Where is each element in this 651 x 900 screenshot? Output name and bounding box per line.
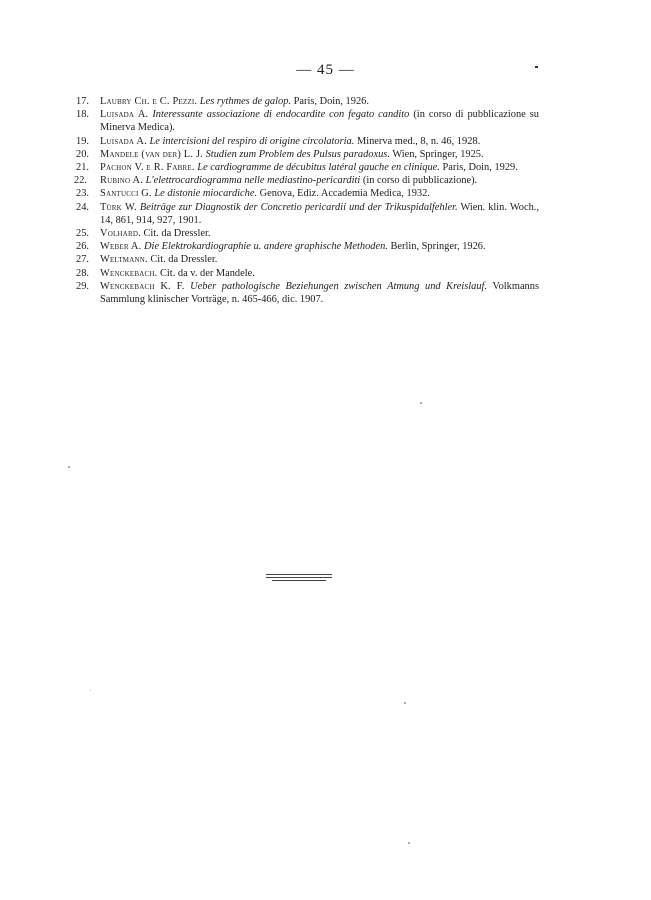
reference-details: Genova, Ediz. Accademia Medica, 1932.	[257, 188, 430, 200]
reference-author: Pachon V. e R. Fabre.	[100, 162, 195, 174]
reference-number: 20.	[76, 148, 89, 160]
reference-number: 24.	[76, 201, 89, 213]
reference-details: Cit. da Dressler.	[147, 254, 218, 266]
page-number: — 45 —	[296, 62, 355, 78]
reference-title: L'elettrocardiogramma nelle mediastino-pericarditi	[145, 175, 361, 187]
reference-number: 18.	[76, 109, 89, 121]
reference-title: Le cardiogramme de décubitus latéral gauche en clinique.	[197, 162, 440, 174]
reference-number: 25.	[76, 228, 89, 240]
reference-number: 29.	[76, 280, 89, 292]
reference-number: 19.	[76, 135, 89, 147]
rule-line-bottom	[272, 580, 326, 581]
reference-details: Paris, Doin, 1926.	[291, 96, 369, 107]
reference-item	[76, 187, 539, 200]
reference-author: Türk W.	[100, 201, 137, 213]
reference-item	[76, 174, 539, 187]
scan-speck	[408, 842, 410, 844]
scan-mark	[535, 66, 538, 68]
reference-number: 27.	[76, 254, 89, 266]
reference-author: Weber A.	[100, 241, 142, 253]
reference-author: Rubino A.	[100, 175, 144, 187]
scan-speck	[420, 402, 422, 404]
reference-details: Volkmanns Sammlung klinischer Vorträge, n. 465-466, dic. 1907.	[100, 280, 539, 306]
reference-item	[76, 161, 539, 174]
reference-item	[76, 280, 539, 306]
reference-title: Studien zum Problem des Pulsus paradoxus.	[205, 148, 390, 160]
reference-number: 23.	[76, 188, 89, 200]
reference-number: 28.	[76, 267, 89, 279]
reference-details: Minerva med., 8, n. 46, 1928.	[354, 135, 481, 147]
rule-line-top	[266, 574, 332, 575]
reference-details: (in corso di pubblicazione).	[360, 175, 478, 187]
reference-item	[76, 253, 539, 266]
reference-title: Die Elektrokardiographie u. andere graphische Methoden.	[144, 241, 388, 253]
reference-author: Santucci G.	[100, 188, 152, 200]
reference-author: Wenckebach.	[100, 267, 158, 279]
reference-title: Les rythmes de galop.	[199, 96, 291, 107]
reference-author: Weltmann.	[100, 254, 148, 266]
reference-details: Paris, Doin, 1929.	[439, 162, 518, 174]
reference-item	[76, 267, 539, 280]
reference-details: Berlin, Springer, 1926.	[387, 241, 486, 253]
reference-title: Le distonie miocardiche.	[154, 188, 258, 200]
reference-author: Laubry Ch. e C. Pezzi.	[100, 96, 198, 107]
reference-item	[76, 95, 539, 108]
reference-title: Beiträge zur Diagnostik der Concretio pericardii und der Trikuspidalfehler.	[139, 201, 458, 213]
reference-item	[76, 201, 539, 227]
reference-item	[76, 148, 539, 161]
reference-item	[76, 135, 539, 148]
reference-details: Wien. klin. Woch., 14, 861, 914, 927, 1901.	[100, 201, 539, 226]
scan-speck	[90, 690, 91, 691]
reference-number: 26.	[76, 241, 89, 253]
reference-item	[76, 227, 539, 240]
closing-rule	[266, 574, 332, 582]
reference-author: Luisada A.	[100, 109, 149, 121]
reference-author: Volhard.	[100, 228, 141, 240]
reference-details: Cit. da v. der Mandele.	[157, 267, 255, 279]
scan-speck	[68, 466, 70, 468]
reference-details: (in corso di pubblicazione su Minerva Medica).	[100, 109, 540, 134]
scan-speck	[404, 702, 406, 704]
reference-title: Le intercisioni del respiro di origine circolatoria.	[149, 135, 355, 147]
reference-title: Ueber pathologische Beziehungen zwischen Atmung und Kreislauf.	[190, 280, 488, 292]
reference-details: Cit. da Dressler.	[140, 228, 211, 240]
reference-item	[76, 240, 539, 253]
rule-line-middle	[266, 577, 332, 578]
reference-number: 22.	[74, 175, 87, 187]
reference-number: 17.	[76, 96, 89, 107]
reference-number: 21.	[76, 162, 89, 174]
reference-author: Mandele (van der) L. J.	[100, 148, 203, 160]
reference-list	[76, 95, 539, 306]
reference-author: Luisada A.	[100, 135, 147, 147]
reference-details: Wien, Springer, 1925.	[389, 148, 484, 160]
reference-item	[76, 108, 539, 134]
reference-title: Interessante associazione di endocardite con fegato candito	[152, 109, 410, 121]
reference-author: Wenckebach K. F.	[100, 280, 185, 292]
